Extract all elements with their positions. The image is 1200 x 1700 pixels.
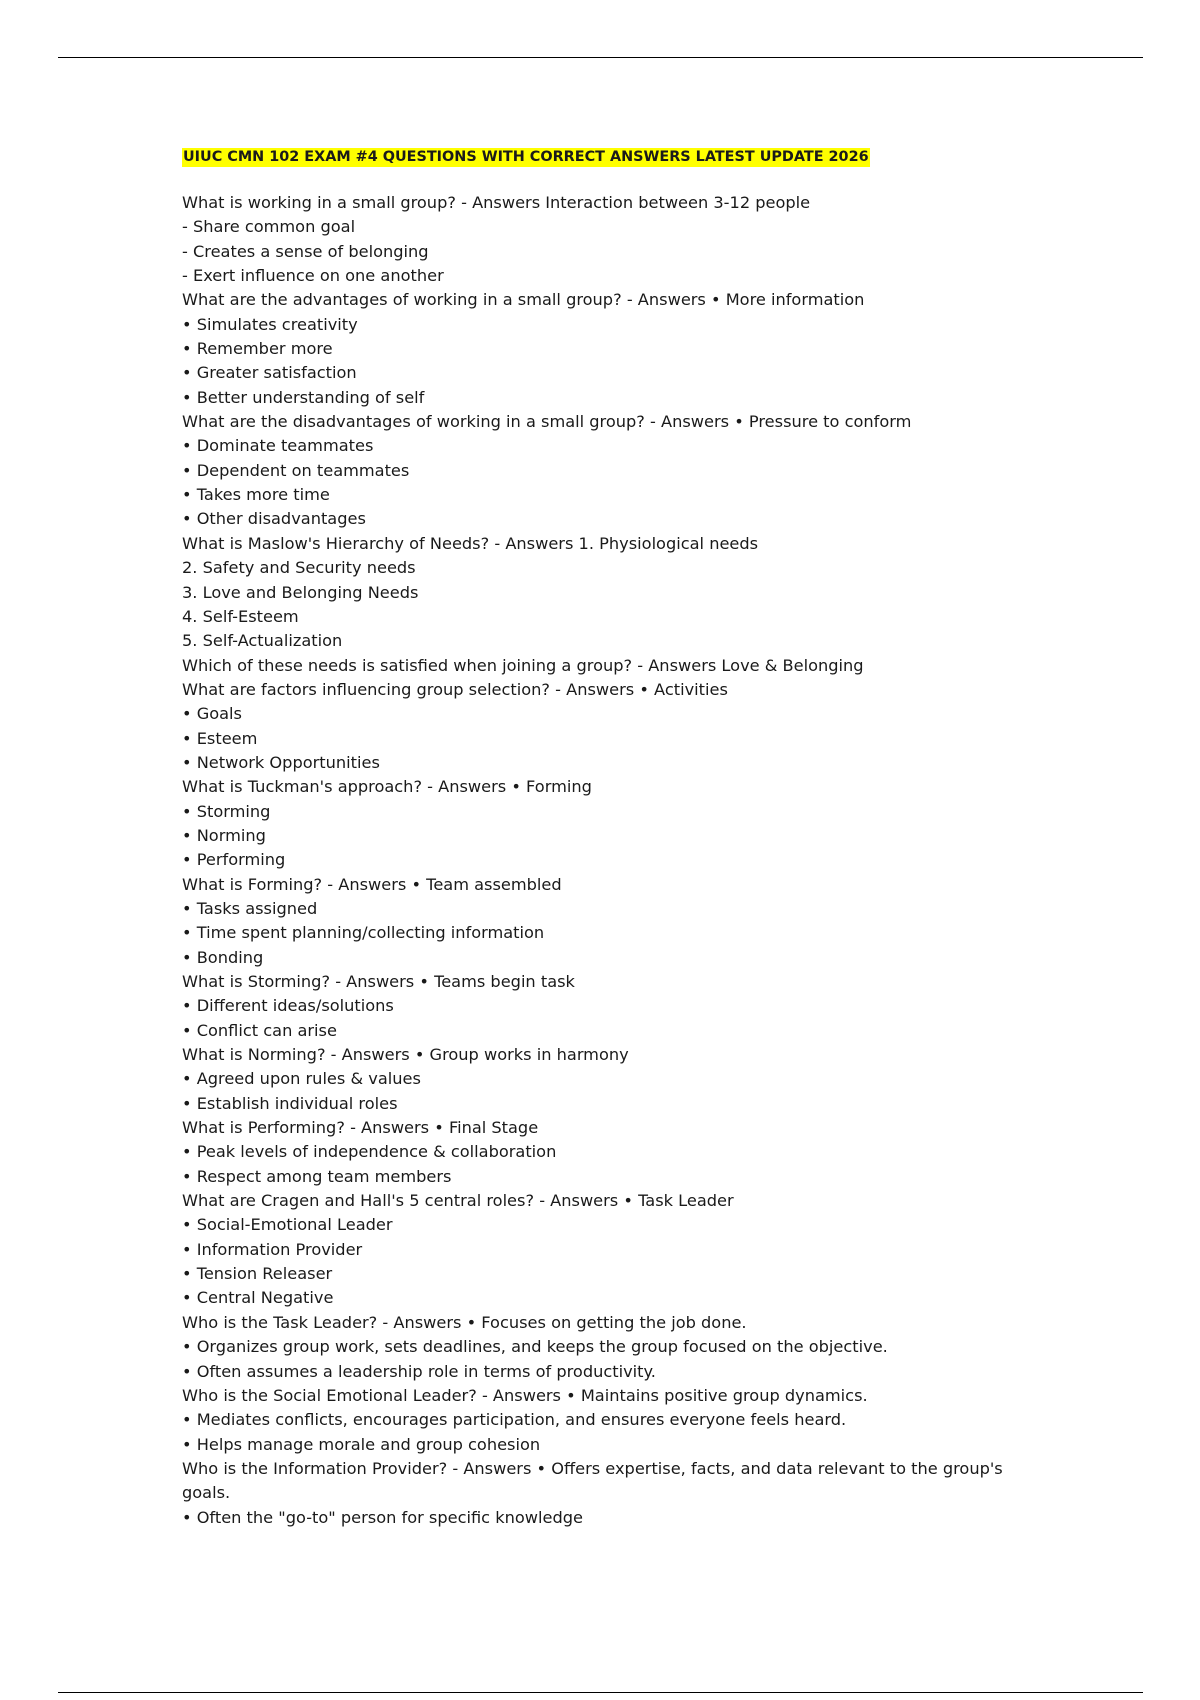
text-line: • Network Opportunities [182, 752, 380, 772]
text-line: What is Maslow's Hierarchy of Needs? - Answers 1. Physiological needs [182, 533, 759, 553]
text-line: What are factors influencing group selection? - Answers • Activities [182, 679, 728, 699]
text-line: • Performing [182, 850, 286, 870]
text-line: • Bonding [182, 947, 264, 967]
text-line: • Takes more time [182, 485, 330, 505]
text-line: Who is the Information Provider? - Answers • Offers expertise, facts, and data relevant to the group's [182, 1458, 1003, 1478]
question-answer-list [182, 191, 1062, 1530]
document-body [182, 146, 1062, 1530]
text-line: • Time spent planning/collecting information [182, 923, 545, 943]
text-line: • Dependent on teammates [182, 460, 410, 480]
text-line: Which of these needs is satisfied when joining a group? - Answers Love & Belonging [182, 655, 864, 675]
bottom-rule [58, 1692, 1143, 1693]
text-line: • Esteem [182, 728, 258, 748]
text-line: • Peak levels of independence & collaboration [182, 1142, 557, 1162]
text-line: - Exert influence on one another [182, 266, 444, 286]
text-line: What is Storming? - Answers • Teams begin task [182, 972, 575, 991]
text-line: • Respect among team members [182, 1166, 452, 1186]
text-line: • Establish individual roles [182, 1093, 398, 1113]
text-line: • Organizes group work, sets deadlines, and keeps the group focused on the objective. [182, 1337, 888, 1357]
text-line: • Better understanding of self [182, 387, 425, 407]
text-line: • Social-Emotional Leader [182, 1215, 393, 1235]
text-line: What is Norming? - Answers • Group works in harmony [182, 1045, 629, 1065]
text-line: • Other disadvantages [182, 509, 366, 529]
text-line: • Tension Releaser [182, 1264, 333, 1284]
text-line: 4. Self-Esteem [182, 606, 299, 626]
text-line: • Norming [182, 825, 266, 845]
text-line: • Storming [182, 801, 271, 821]
text-line: What is working in a small group? - Answers Interaction between 3-12 people [182, 193, 811, 212]
text-line: Who is the Task Leader? - Answers • Focuses on getting the job done. [182, 1312, 747, 1332]
text-line: • Often assumes a leadership role in terms of productivity. [182, 1361, 656, 1381]
text-line: 2. Safety and Security needs [182, 558, 416, 578]
text-line: • Simulates creativity [182, 314, 358, 334]
text-line: • Remember more [182, 339, 333, 359]
text-line: • Agreed upon rules & values [182, 1069, 421, 1089]
text-line: • Conflict can arise [182, 1020, 337, 1040]
text-line: What are Cragen and Hall's 5 central roles? - Answers • Task Leader [182, 1191, 734, 1211]
text-line: • Goals [182, 704, 242, 724]
text-line: • Information Provider [182, 1239, 363, 1259]
text-line: Who is the Social Emotional Leader? - Answers • Maintains positive group dynamics. [182, 1385, 868, 1405]
text-line: • Helps manage morale and group cohesion [182, 1434, 541, 1454]
text-line: • Central Negative [182, 1288, 334, 1308]
text-line: What is Performing? - Answers • Final Stage [182, 1118, 539, 1138]
top-rule [58, 57, 1143, 58]
text-line: • Tasks assigned [182, 898, 318, 918]
text-line: • Dominate teammates [182, 436, 374, 456]
text-line: What is Forming? - Answers • Team assembled [182, 874, 562, 894]
text-line: - Creates a sense of belonging [182, 241, 429, 261]
text-line: - Share common goal [182, 217, 356, 237]
text-line: • Greater satisfaction [182, 363, 357, 383]
text-line: • Different ideas/solutions [182, 996, 394, 1016]
text-line: 3. Love and Belonging Needs [182, 582, 419, 602]
text-line: 5. Self-Actualization [182, 631, 343, 651]
text-line: What is Tuckman's approach? - Answers • Forming [182, 777, 592, 797]
text-line: • Mediates conflicts, encourages participation, and ensures everyone feels heard. [182, 1410, 847, 1430]
text-line: What are the advantages of working in a small group? - Answers • More information [182, 290, 865, 310]
document-title: UIUC CMN 102 EXAM #4 QUESTIONS WITH CORRECT ANSWERS LATEST UPDATE 2026 [183, 149, 869, 165]
text-line: • Often the "go-to" person for specific knowledge [182, 1507, 583, 1527]
text-line: What are the disadvantages of working in a small group? - Answers • Pressure to conform [182, 412, 912, 432]
text-line: goals. [182, 1483, 231, 1503]
